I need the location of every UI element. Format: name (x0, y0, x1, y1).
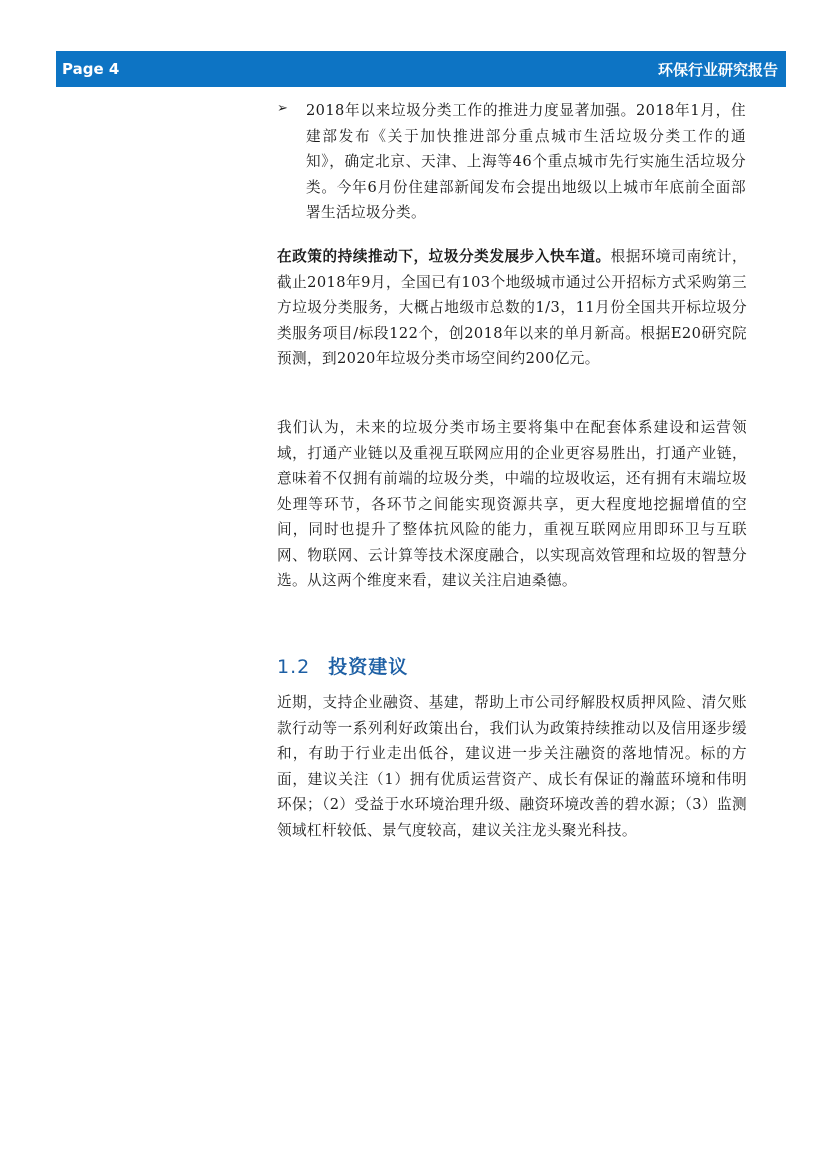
header-bar (56, 51, 786, 87)
bullet-text: 2018年以来垃圾分类工作的推进力度显著加强。2018年1月，住建部发布《关于加快推进部分重点城市生活垃圾分类工作的通知》，确定北京、天津、上海等46个重点城市先行实施生活垃圾分类。今年6月份住建部新闻发布会提出地级以上城市年底前全面部署生活垃圾分类。 (306, 102, 746, 221)
page-number: Page 4 (62, 60, 120, 78)
arrow-bullet-icon: ➢ (277, 101, 288, 116)
section-heading (277, 652, 408, 679)
report-title: 环保行业研究报告 (657, 61, 778, 79)
paragraph-lead: 在政策的持续推动下，垃圾分类发展步入快车道。 (277, 248, 611, 265)
paragraph-body: 近期，支持企业融资、基建，帮助上市公司纾解股权质押风险、清欠账款行动等一系列利好政策出台，我们认为政策持续推动以及信用逐步缓和，有助于行业走出低谷，建议进一步关注融资的落地情况。标的方面，建议关注（1）拥有优质运营资产、成长有保证的瀚蓝环境和伟明环保；（2）受益于水环境治理升级、融资环境改善的碧水源；（3）监测领域杠杆较低、景气度较高，建议关注龙头聚光科技。 (277, 694, 747, 839)
section-number: 1.2 (277, 656, 311, 678)
paragraph-policy (277, 244, 747, 372)
section-title: 投资建议 (328, 656, 409, 678)
paragraph-body: 根据环境司南统计，截止2018年9月，全国已有103个地级城市通过公开招标方式采购第三方垃圾分类服务，大概占地级市总数的1/3，11月份全国共开标垃圾分类服务项目/标段122个，创2018年以来的单月新高。根据E20研究院预测，到2020年垃圾分类市场空间约200亿元。 (277, 248, 747, 367)
paragraph-recommendation (277, 690, 747, 843)
paragraph-body: 我们认为，未来的垃圾分类市场主要将集中在配套体系建设和运营领域，打通产业链以及重视互联网应用的企业更容易胜出，打通产业链，意味着不仅拥有前端的垃圾分类，中端的垃圾收运，还有拥有末端垃圾处理等环节，各环节之间能实现资源共享，更大程度地挖掘增值的空间，同时也提升了整体抗风险的能力，重视互联网应用即环卫与互联网、物联网、云计算等技术深度融合，以实现高效管理和垃圾的智慧分选。从这两个维度来看，建议关注启迪桑德。 (277, 419, 747, 589)
paragraph-analysis (277, 415, 747, 594)
